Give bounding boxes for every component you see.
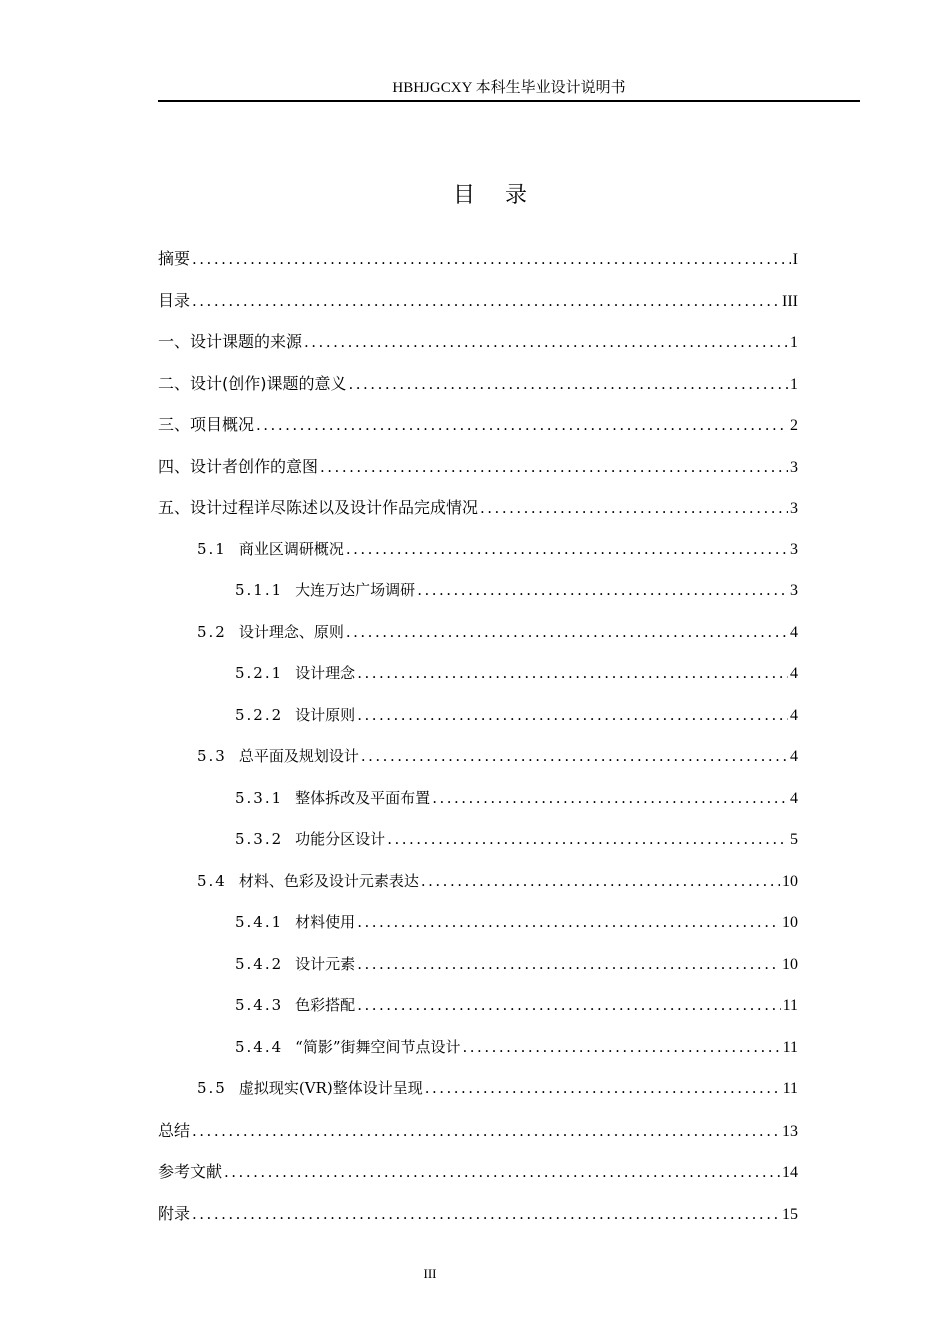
toc-entry[interactable] bbox=[158, 570, 798, 612]
toc-entry-text: 二、设计(创作)课题的意义 bbox=[158, 373, 347, 393]
dot-leader bbox=[357, 902, 780, 944]
toc-entry-number: 5.4.4 bbox=[235, 1037, 284, 1056]
toc-entry-page: 3 bbox=[790, 582, 798, 599]
toc-entry-page: III bbox=[782, 292, 798, 310]
toc-entry-page: 10 bbox=[782, 955, 798, 973]
dot-leader bbox=[421, 861, 780, 903]
dot-leader bbox=[357, 944, 780, 986]
toc-entry-label bbox=[197, 861, 419, 903]
toc-entry-label bbox=[158, 487, 478, 529]
dot-leader bbox=[192, 1194, 780, 1236]
table-of-contents bbox=[158, 238, 798, 1234]
toc-entry[interactable] bbox=[158, 1193, 798, 1235]
toc-entry-page: 3 bbox=[790, 458, 798, 476]
toc-entry-label bbox=[158, 321, 302, 363]
toc-entry-label bbox=[158, 280, 190, 322]
toc-entry[interactable] bbox=[158, 1110, 798, 1152]
toc-entry[interactable] bbox=[158, 695, 798, 737]
toc-entry[interactable] bbox=[158, 404, 798, 446]
toc-entry-text: 商业区调研概况 bbox=[238, 539, 344, 558]
toc-entry-number: 5.3.2 bbox=[235, 830, 284, 848]
toc-entry[interactable] bbox=[158, 944, 798, 986]
toc-entry-number: 5.3 bbox=[197, 747, 227, 765]
toc-entry-label bbox=[235, 1027, 461, 1069]
dot-leader bbox=[256, 405, 788, 447]
header-rule bbox=[158, 100, 860, 102]
toc-entry-page: 13 bbox=[782, 1122, 798, 1140]
toc-entry-number: 5.2.2 bbox=[235, 705, 284, 724]
toc-entry-text: “简影”街舞空间节点设计 bbox=[295, 1037, 461, 1056]
toc-entry-text: 总平面及规划设计 bbox=[238, 747, 359, 765]
toc-entry-number: 5.1 bbox=[197, 539, 227, 558]
toc-entry[interactable] bbox=[158, 487, 798, 529]
toc-entry-label bbox=[158, 1110, 190, 1152]
dot-leader bbox=[304, 322, 788, 364]
dot-leader bbox=[417, 570, 788, 612]
toc-entry-label bbox=[235, 985, 355, 1027]
toc-entry[interactable] bbox=[158, 985, 798, 1027]
toc-entry-page: 10 bbox=[782, 914, 798, 931]
toc-entry-page: 15 bbox=[782, 1205, 798, 1223]
toc-entry-label bbox=[235, 944, 355, 986]
toc-entry-page: I bbox=[792, 251, 798, 268]
toc-entry-page: 1 bbox=[790, 375, 798, 393]
dot-leader bbox=[361, 736, 788, 778]
toc-entry[interactable] bbox=[158, 529, 798, 571]
toc-entry-text: 总结 bbox=[158, 1120, 191, 1140]
toc-entry-page: 2 bbox=[790, 417, 798, 434]
toc-entry-text: 材料使用 bbox=[295, 913, 356, 931]
toc-entry-text: 整体拆改及平面布置 bbox=[295, 788, 431, 807]
toc-entry-text: 摘要 bbox=[158, 249, 191, 268]
toc-entry[interactable] bbox=[158, 363, 798, 405]
toc-entry-number: 5.2.1 bbox=[235, 664, 284, 682]
toc-entry-number: 5.1.1 bbox=[235, 581, 284, 599]
toc-entry-label bbox=[235, 819, 385, 861]
toc-entry-page: 3 bbox=[790, 500, 798, 517]
dot-leader bbox=[463, 1027, 781, 1069]
toc-entry-text: 大连万达广场调研 bbox=[295, 581, 416, 599]
page-number: III bbox=[423, 1266, 437, 1281]
dot-leader bbox=[387, 819, 788, 861]
toc-entry-label bbox=[158, 446, 318, 488]
toc-entry-page: 11 bbox=[782, 1038, 798, 1056]
toc-entry-number: 5.3.1 bbox=[235, 788, 284, 807]
toc-entry[interactable] bbox=[158, 612, 798, 654]
toc-entry-label bbox=[158, 238, 190, 280]
toc-entry-number: 5.4.3 bbox=[235, 996, 284, 1014]
toc-entry-text: 参考文献 bbox=[158, 1162, 223, 1181]
toc-entry-page: 5 bbox=[790, 831, 798, 848]
toc-entry[interactable] bbox=[158, 819, 798, 861]
toc-entry-number: 5.4.1 bbox=[235, 913, 284, 931]
toc-entry-text: 色彩搭配 bbox=[295, 996, 356, 1014]
toc-entry-text: 设计元素 bbox=[295, 954, 356, 973]
toc-entry-page: 4 bbox=[790, 665, 798, 682]
toc-title: 目录 bbox=[452, 183, 557, 208]
toc-entry[interactable] bbox=[158, 736, 798, 778]
toc-entry-label bbox=[197, 612, 344, 654]
toc-entry-text: 五、设计过程详尽陈述以及设计作品完成情况 bbox=[158, 498, 479, 517]
toc-entry-text: 功能分区设计 bbox=[295, 830, 386, 848]
toc-entry-text: 目录 bbox=[158, 290, 191, 310]
toc-entry[interactable] bbox=[158, 1151, 798, 1193]
toc-entry-page: 4 bbox=[790, 748, 798, 765]
toc-entry-text: 附录 bbox=[158, 1203, 191, 1223]
toc-entry-text: 一、设计课题的来源 bbox=[158, 332, 303, 351]
running-header: HBHJGCXY 本科生毕业设计说明书 bbox=[392, 80, 626, 96]
dot-leader bbox=[357, 985, 780, 1027]
dot-leader bbox=[320, 447, 788, 489]
toc-entry-label bbox=[158, 404, 254, 446]
toc-entry-label bbox=[235, 653, 355, 695]
toc-entry-page: 14 bbox=[782, 1164, 798, 1181]
dot-leader bbox=[357, 653, 788, 695]
toc-entry[interactable] bbox=[158, 778, 798, 820]
toc-entry-text: 材料、色彩及设计元素表达 bbox=[238, 871, 419, 890]
toc-entry[interactable] bbox=[158, 238, 798, 280]
toc-entry-text: 设计理念、原则 bbox=[238, 622, 344, 641]
toc-entry-label bbox=[235, 902, 355, 944]
toc-entry-label bbox=[235, 695, 355, 737]
toc-entry-label bbox=[197, 529, 344, 571]
dot-leader bbox=[357, 695, 788, 737]
toc-entry-label bbox=[158, 363, 347, 405]
toc-entry-page: 10 bbox=[782, 872, 798, 890]
dot-leader bbox=[480, 488, 788, 530]
toc-entry-page: 4 bbox=[790, 706, 798, 724]
toc-entry-label bbox=[158, 1193, 190, 1235]
toc-entry-text: 虚拟现实(VR)整体设计呈现 bbox=[238, 1079, 423, 1097]
toc-entry-page: 11 bbox=[782, 1080, 798, 1097]
dot-leader bbox=[432, 778, 788, 820]
toc-entry[interactable] bbox=[158, 861, 798, 903]
dot-leader bbox=[192, 281, 780, 323]
toc-entry[interactable] bbox=[158, 321, 798, 363]
dot-leader bbox=[425, 1068, 781, 1110]
toc-entry[interactable] bbox=[158, 653, 798, 695]
toc-entry-text: 设计理念 bbox=[295, 664, 356, 682]
toc-entry[interactable] bbox=[158, 902, 798, 944]
toc-entry-number: 5.4 bbox=[197, 871, 227, 890]
toc-entry-page: 11 bbox=[782, 997, 798, 1014]
toc-entry-text: 三、项目概况 bbox=[158, 415, 255, 434]
toc-entry-label bbox=[235, 570, 415, 612]
toc-entry[interactable] bbox=[158, 1027, 798, 1069]
toc-entry-page: 1 bbox=[790, 334, 798, 351]
dot-leader bbox=[192, 1111, 780, 1153]
toc-entry-label bbox=[158, 1151, 222, 1193]
toc-entry[interactable] bbox=[158, 446, 798, 488]
toc-entry-page: 4 bbox=[790, 789, 798, 807]
toc-entry-page: 4 bbox=[790, 623, 798, 641]
dot-leader bbox=[349, 364, 789, 406]
toc-entry-page: 3 bbox=[790, 540, 798, 558]
toc-entry-label bbox=[197, 736, 359, 778]
dot-leader bbox=[346, 529, 788, 571]
dot-leader bbox=[346, 612, 788, 654]
toc-entry[interactable] bbox=[158, 1068, 798, 1110]
toc-entry-number: 5.4.2 bbox=[235, 954, 284, 973]
toc-entry-number: 5.5 bbox=[197, 1079, 227, 1097]
toc-entry-label bbox=[235, 778, 430, 820]
toc-entry-text: 设计原则 bbox=[295, 705, 356, 724]
dot-leader bbox=[192, 239, 791, 281]
dot-leader bbox=[224, 1152, 780, 1194]
toc-entry-label bbox=[197, 1068, 423, 1110]
toc-entry[interactable] bbox=[158, 280, 798, 322]
toc-entry-text: 四、设计者创作的意图 bbox=[158, 456, 319, 476]
toc-entry-number: 5.2 bbox=[197, 622, 227, 641]
